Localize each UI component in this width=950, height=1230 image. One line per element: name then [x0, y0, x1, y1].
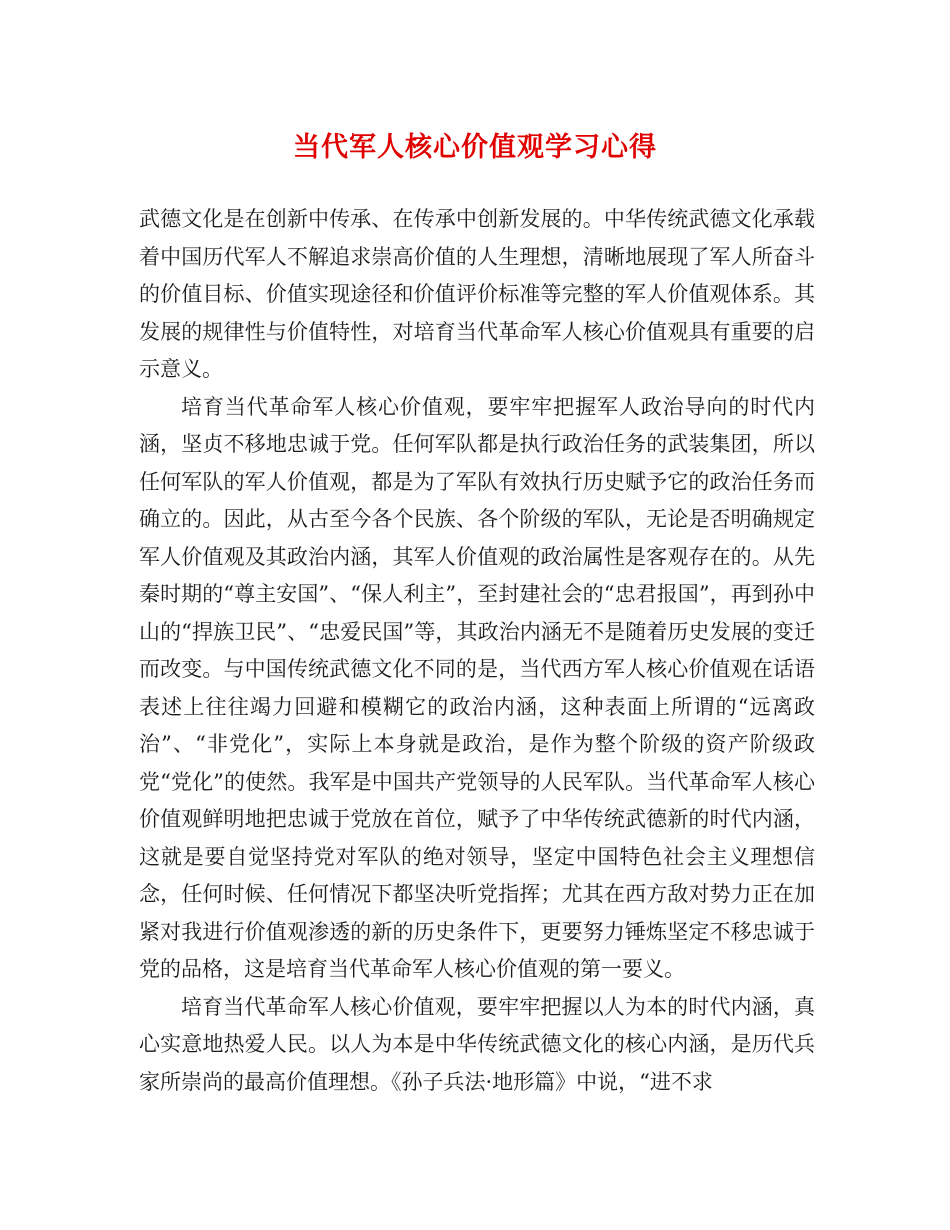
paragraph-people: 培育当代革命军人核心价值观，要牢牢把握以人为本的时代内涵，真心实意地热爱人民。以人为本是中华传统武德文化的核心内涵，是历代兵家所崇尚的最高价值理想。《孙子兵法·地形篇》中说，“进不求 — [139, 994, 815, 1094]
document-title: 当代军人核心价值观学习心得 — [293, 132, 657, 163]
document-body — [139, 201, 815, 1101]
paragraph-loyalty: 培育当代革命军人核心价值观，要牢牢把握军人政治导向的时代内涵，坚贞不移地忠诚于党。任何军队都是执行政治任务的武装集团，所以任何军队的军人价值观，都是为了军队有效执行历史赋予它的政治任务而确立的。因此，从古至今各个民族、各个阶级的军队，无论是否明确规定军人价值观及其政治内涵，其军人价值观的政治属性是客观存在的。从先秦时期的“尊主安国”、“保人利主”，至封建社会的“忠君报国”，再到孙中山的“捍族卫民”、“忠爱民国”等，其政治内涵无不是随着历史发展的变迁而改变。与中国传统武德文化不同的是，当代西方军人核心价值观在话语表述上往往竭力回避和模糊它的政治内涵，这种表面上所谓的“远离政治”、“非党化”，实际上本身就是政治，是作为整个阶级的资产阶级政党“党化”的使然。我军是中国共产党领导的人民军队。当代革命军人核心价值观鲜明地把忠诚于党放在首位，赋予了中华传统武德新的时代内涵，这就是要自觉坚持党对军队的绝对领导，坚定中国特色社会主义理想信念，任何时候、任何情况下都坚决听党指挥；尤其在西方敌对势力正在加紧对我进行价值观渗透的新的历史条件下，更要努力锤炼坚定不移忠诚于党的品格，这是培育当代革命军人核心价值观的第一要义。 — [139, 394, 815, 981]
paragraph-intro: 武德文化是在创新中传承、在传承中创新发展的。中华传统武德文化承载着中国历代军人不解追求崇高价值的人生理想，清晰地展现了军人所奋斗的价值目标、价值实现途径和价值评价标准等完整的军人价值观体系。其发展的规律性与价值特性，对培育当代革命军人核心价值观具有重要的启示意义。 — [139, 207, 815, 381]
